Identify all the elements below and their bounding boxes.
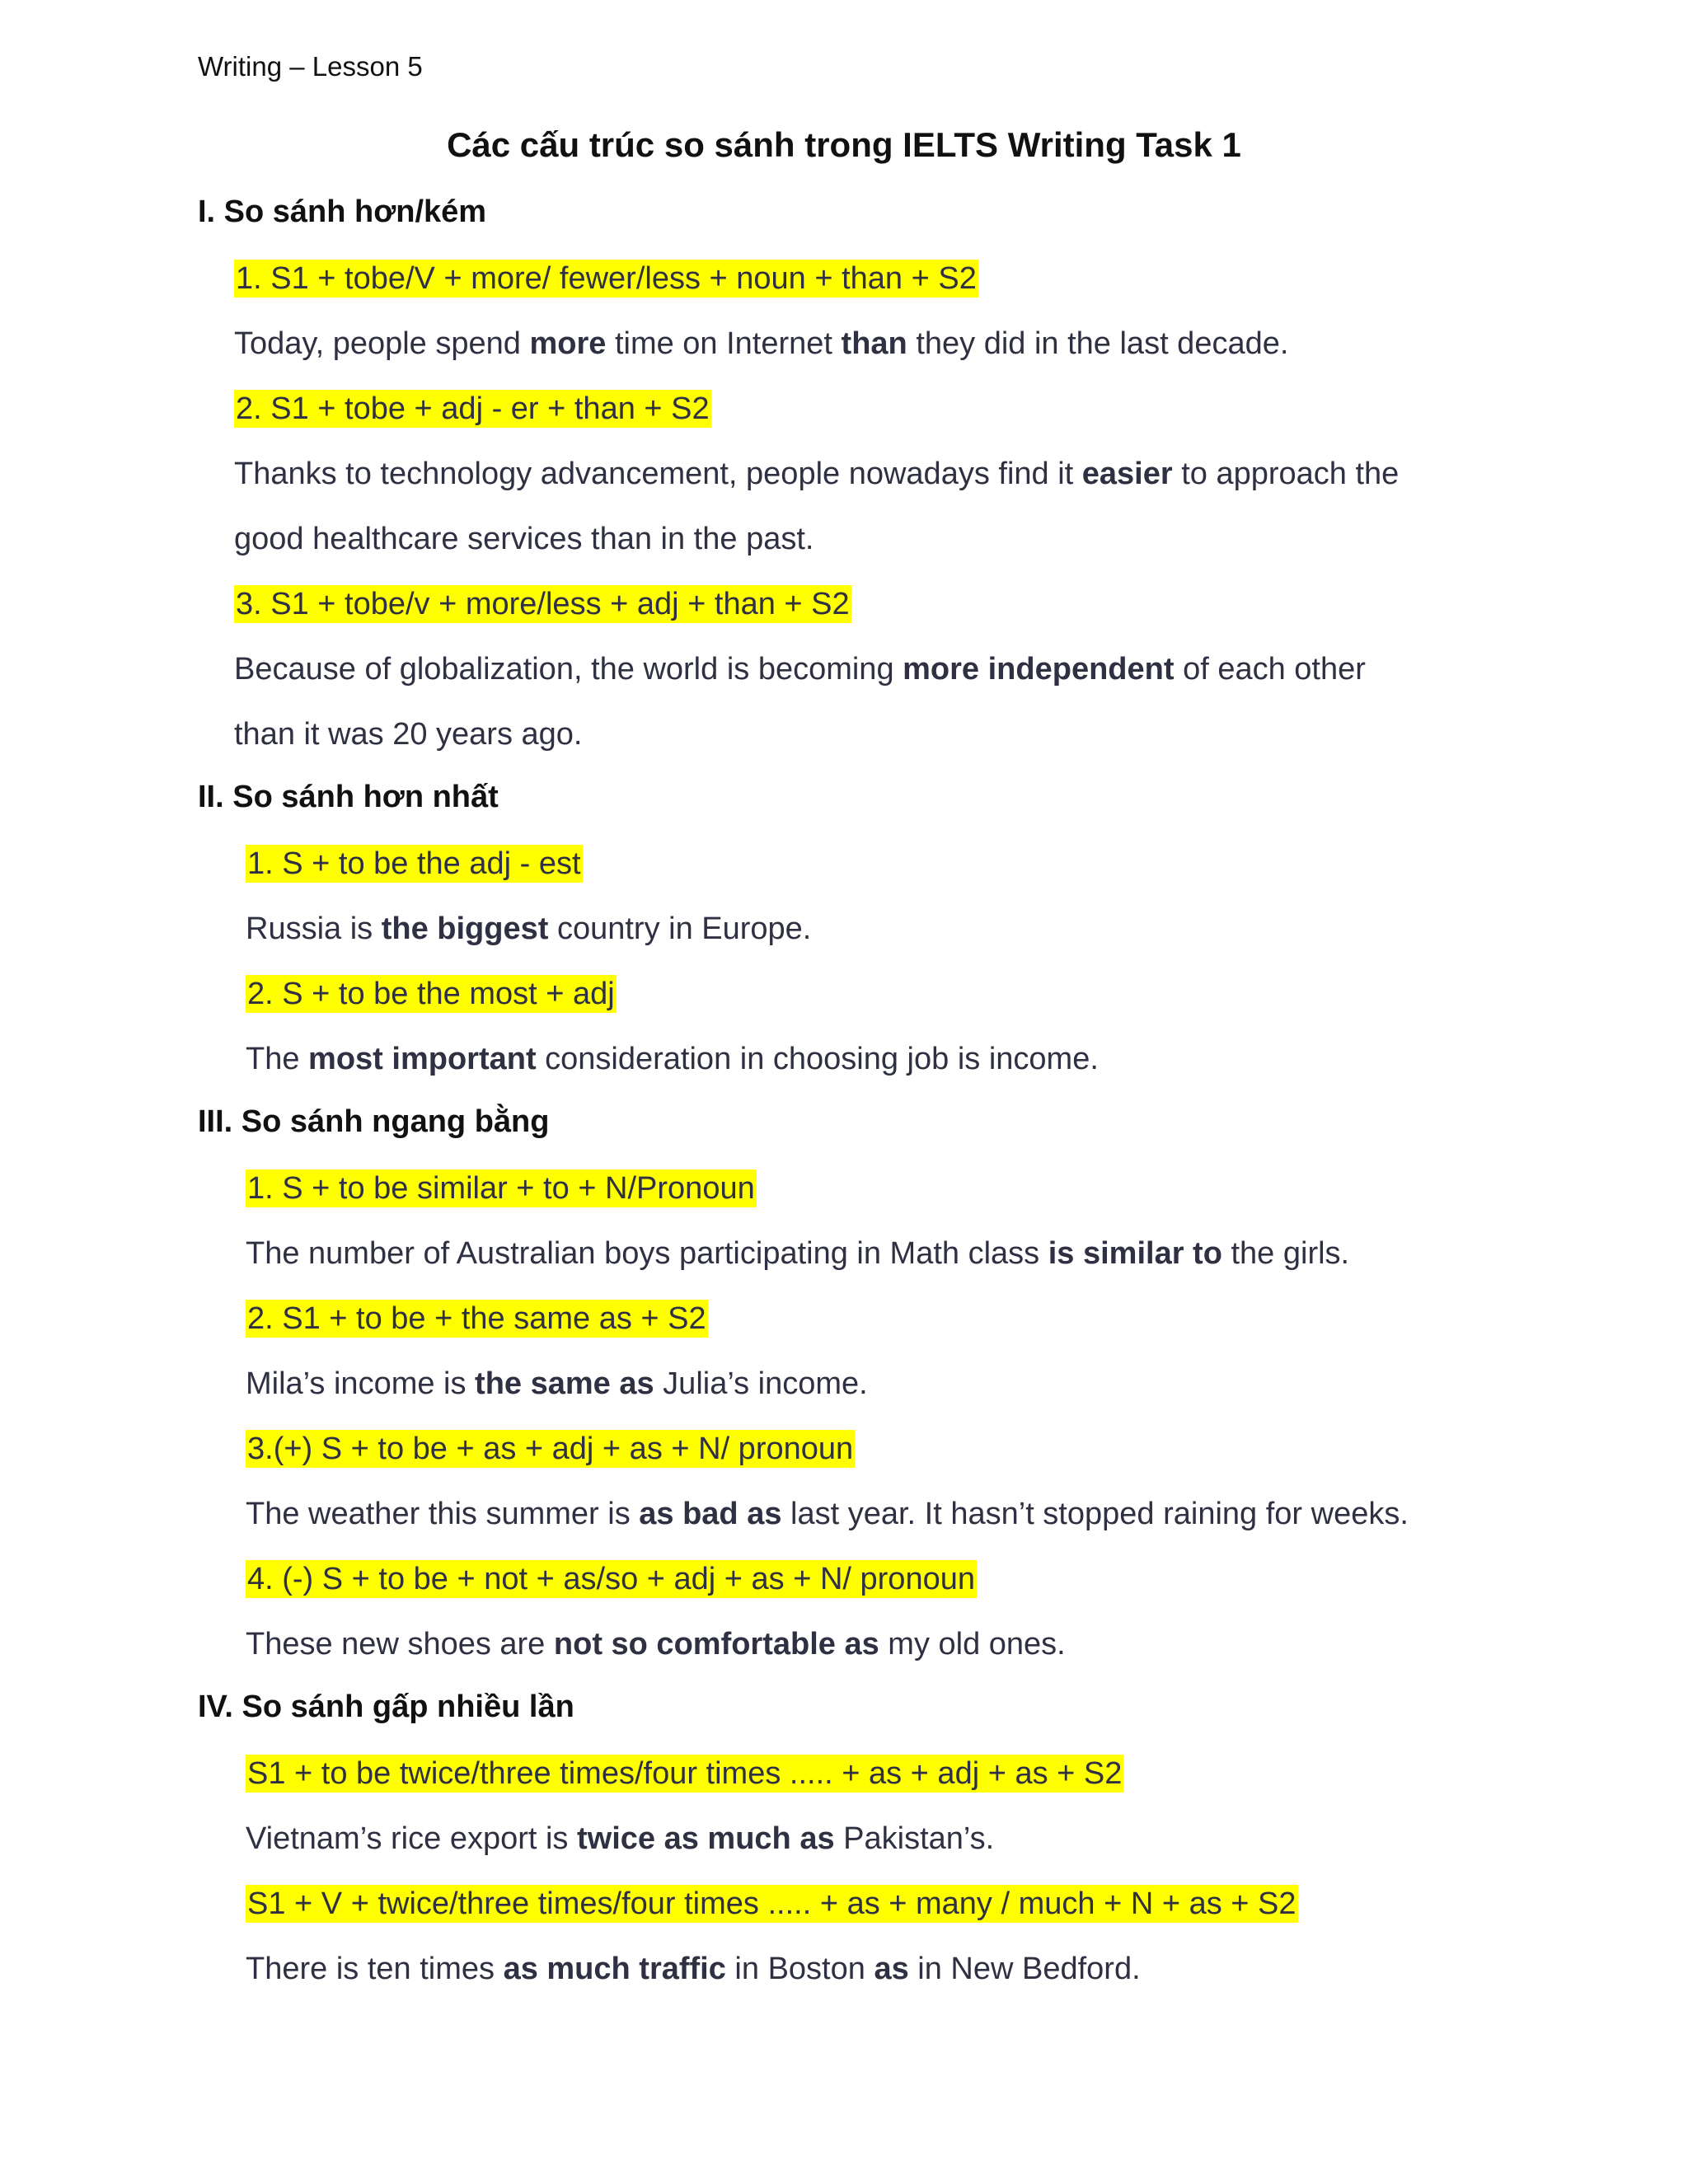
- formula-4-2: [246, 1884, 1298, 1924]
- bold-keyword: not so comfortable as: [553, 1627, 879, 1661]
- formula-highlight: 2. S + to be the most + adj: [247, 977, 615, 1011]
- bold-keyword: as much traffic: [503, 1952, 726, 1986]
- formula-highlight: 3. S1 + tobe/v + more/less + adj + than + S2: [236, 587, 850, 621]
- example-1-3: Because of globalization, the world is becoming more independent of each other: [234, 652, 1366, 687]
- formula-4-1: [246, 1754, 1123, 1793]
- example-1-2: Thanks to technology advancement, people nowadays find it easier to approach the: [234, 457, 1400, 491]
- formula-3-3: [246, 1429, 855, 1469]
- bold-keyword: more independent: [903, 652, 1175, 687]
- section-heading-1: I. So sánh hơn/kém: [198, 194, 487, 229]
- example-3-4: These new shoes are not so comfortable as my old ones.: [246, 1627, 1066, 1661]
- section-heading-4: IV. So sánh gấp nhiều lần: [198, 1690, 574, 1724]
- formula-2-2: [246, 974, 617, 1014]
- bold-keyword: the biggest: [381, 912, 549, 946]
- example-1-2-line2: good healthcare services than in the past.: [234, 522, 814, 556]
- example-2-2: The most important consideration in choosing job is income.: [246, 1042, 1099, 1076]
- example-4-2: There is ten times as much traffic in Boston as in New Bedford.: [246, 1952, 1141, 1986]
- formula-highlight: 1. S + to be the adj - est: [247, 846, 581, 881]
- bold-keyword: the same as: [475, 1366, 654, 1401]
- formula-2-1: [246, 844, 583, 883]
- formula-1-2: [234, 389, 711, 429]
- bold-keyword: as bad as: [639, 1497, 782, 1531]
- bold-keyword: more: [529, 326, 607, 361]
- section-heading-2: II. So sánh hơn nhất: [198, 780, 499, 814]
- formula-highlight: 2. S1 + to be + the same as + S2: [247, 1301, 706, 1336]
- example-1-1: Today, people spend more time on Internet than they did in the last decade.: [234, 326, 1289, 361]
- example-1-3-line2: than it was 20 years ago.: [234, 717, 583, 752]
- example-4-1: Vietnam’s rice export is twice as much as Pakistan’s.: [246, 1821, 995, 1856]
- bold-keyword: easier: [1081, 457, 1173, 491]
- document-title: Các cấu trúc so sánh trong IELTS Writing Task 1: [447, 125, 1241, 164]
- bold-keyword: most important: [308, 1042, 537, 1076]
- formula-highlight: 1. S1 + tobe/V + more/ fewer/less + noun + than + S2: [236, 261, 977, 296]
- formula-1-1: [234, 259, 978, 298]
- bold-keyword: as: [874, 1952, 909, 1986]
- example-3-3: The weather this summer is as bad as last year. It hasn’t stopped raining for weeks.: [246, 1497, 1409, 1531]
- example-2-1: Russia is the biggest country in Europe.: [246, 912, 812, 946]
- formula-3-4: [246, 1559, 977, 1599]
- formula-highlight: 2. S1 + tobe + adj - er + than + S2: [236, 391, 710, 426]
- formula-highlight: 1. S + to be similar + to + N/Pronoun: [247, 1171, 755, 1206]
- bold-keyword: is similar to: [1048, 1236, 1222, 1271]
- formula-highlight: S1 + to be twice/three times/four times ..... + as + adj + as + S2: [247, 1756, 1123, 1791]
- bold-keyword: twice as much as: [577, 1821, 835, 1856]
- formula-3-1: [246, 1169, 757, 1208]
- formula-1-3: [234, 584, 851, 624]
- example-3-2: Mila’s income is the same as Julia’s income.: [246, 1366, 868, 1401]
- header-note: Writing – Lesson 5: [198, 51, 423, 82]
- example-3-1: The number of Australian boys participating in Math class is similar to the girls.: [246, 1236, 1350, 1271]
- formula-highlight: S1 + V + twice/three times/four times ..... + as + many / much + N + as + S2: [247, 1886, 1296, 1921]
- formula-highlight: 4. (-) S + to be + not + as/so + adj + as + N/ pronoun: [247, 1562, 975, 1596]
- formula-highlight: 3.(+) S + to be + as + adj + as + N/ pronoun: [247, 1432, 854, 1466]
- bold-keyword: than: [841, 326, 907, 361]
- section-heading-3: III. So sánh ngang bằng: [198, 1104, 550, 1139]
- formula-3-2: [246, 1299, 708, 1338]
